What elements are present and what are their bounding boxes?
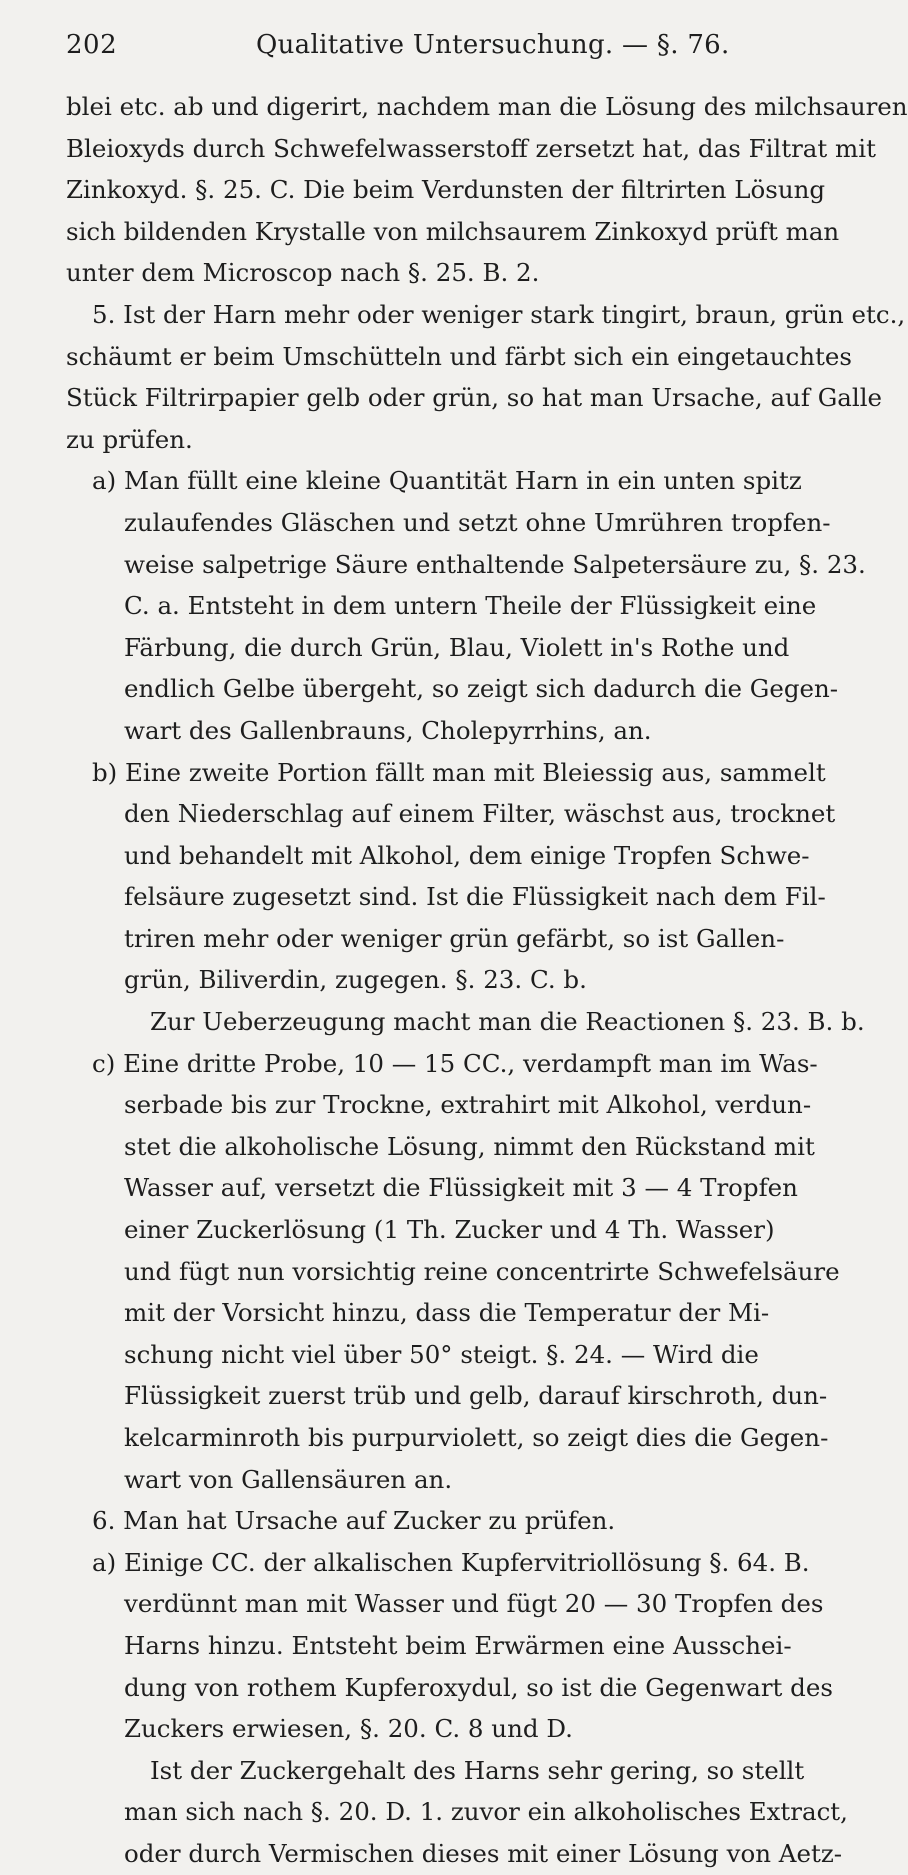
text-line: dung von rothem Kupferoxydul, so ist die Gegenwart des [124, 1672, 833, 1702]
text-line: c) Eine dritte Probe, 10 — 15 CC., verdampft man im Was- [92, 1048, 818, 1078]
text-line: schäumt er beim Umschütteln und färbt sich ein eingetauchtes [66, 341, 852, 371]
text-line: felsäure zugesetzt sind. Ist die Flüssigkeit nach dem Fil- [124, 882, 826, 912]
text-line: Wasser auf, versetzt die Flüssigkeit mit 3 — 4 Tropfen [124, 1173, 798, 1203]
text-line: Flüssigkeit zuerst trüb und gelb, darauf kirschroth, dun- [124, 1381, 828, 1411]
text-line: unter dem Microscop nach §. 25. B. 2. [66, 258, 540, 288]
text-line: grün, Biliverdin, zugegen. §. 23. C. b. [124, 965, 587, 995]
text-line: Färbung, die durch Grün, Blau, Violett in's Rothe und [124, 632, 790, 662]
running-head: Qualitative Untersuchung. — §. 76. [256, 30, 730, 60]
text-line: man sich nach §. 20. D. 1. zuvor ein alkoholisches Extract, [124, 1797, 848, 1827]
text-line: und behandelt mit Alkohol, dem einige Tropfen Schwe- [124, 840, 810, 870]
text-line: stet die alkoholische Lösung, nimmt den Rückstand mit [124, 1131, 815, 1161]
text-line: kelcarminroth bis purpurviolett, so zeigt dies die Gegen- [124, 1423, 829, 1452]
text-line: verdünnt man mit Wasser und fügt 20 — 30 Tropfen des [124, 1589, 824, 1619]
text-line: Ist der Zuckergehalt des Harns sehr gering, so stellt [150, 1755, 805, 1785]
text-line: schung nicht viel über 50° steigt. §. 24. — Wird die [124, 1339, 759, 1369]
body-text [66, 86, 908, 1875]
text-line: sich bildenden Krystalle von milchsaurem Zinkoxyd prüft man [66, 216, 840, 246]
text-line: 5. Ist der Harn mehr oder weniger stark tingirt, braun, grün etc., [92, 299, 906, 329]
text-line: serbade bis zur Trockne, extrahirt mit Alkohol, verdun- [124, 1090, 812, 1120]
text-line: wart von Gallensäuren an. [124, 1464, 453, 1494]
text-line: endlich Gelbe übergeht, so zeigt sich dadurch die Gegen- [124, 674, 839, 704]
page-number: 202 [66, 30, 118, 60]
text-line: b) Eine zweite Portion fällt man mit Bleiessig aus, sammelt [92, 757, 826, 787]
page-header [66, 30, 740, 64]
text-line: einer Zuckerlösung (1 Th. Zucker und 4 Th. Wasser) [124, 1215, 775, 1245]
text-line: a) Man füllt eine kleine Quantität Harn in ein unten spitz [92, 466, 802, 496]
text-line: a) Einige CC. der alkalischen Kupfervitriollösung §. 64. B. [92, 1547, 810, 1577]
text-line: C. a. Entsteht in dem untern Theile der Flüssigkeit eine [124, 591, 817, 621]
text-line: zu prüfen. [66, 424, 193, 454]
text-line: wart des Gallenbrauns, Cholepyrrhins, an. [124, 715, 652, 745]
text-line: den Niederschlag auf einem Filter, wäschst aus, trocknet [124, 799, 836, 829]
text-line: weise salpetrige Säure enthaltende Salpetersäure zu, §. 23. [124, 549, 866, 579]
text-line: blei etc. ab und digerirt, nachdem man die Lösung des milchsauren [66, 92, 908, 121]
text-line: Zur Ueberzeugung macht man die Reactionen §. 23. B. b. [150, 1007, 865, 1037]
text-line: Zinkoxyd. §. 25. C. Die beim Verdunsten der filtrirten Lösung [66, 175, 826, 205]
text-line: Stück Filtrirpapier gelb oder grün, so hat man Ursache, auf Galle [66, 383, 883, 413]
text-line: Harns hinzu. Entsteht beim Erwärmen eine Ausschei- [124, 1630, 792, 1660]
text-line: oder durch Vermischen dieses mit einer Lösung von Aetz- [124, 1838, 843, 1868]
text-line: Zuckers erwiesen, §. 20. C. 8 und D. [124, 1714, 573, 1744]
text-line: 6. Man hat Ursache auf Zucker zu prüfen. [92, 1506, 616, 1536]
text-line: mit der Vorsicht hinzu, dass die Temperatur der Mi- [124, 1298, 770, 1328]
text-line: triren mehr oder weniger grün gefärbt, so ist Gallen- [124, 923, 785, 953]
text-line: und fügt nun vorsichtig reine concentrirte Schwefelsäure [124, 1256, 840, 1286]
text-line: Bleioxyds durch Schwefelwasserstoff zersetzt hat, das Filtrat mit [66, 133, 876, 163]
text-line: zulaufendes Gläschen und setzt ohne Umrühren tropfen- [124, 507, 831, 537]
